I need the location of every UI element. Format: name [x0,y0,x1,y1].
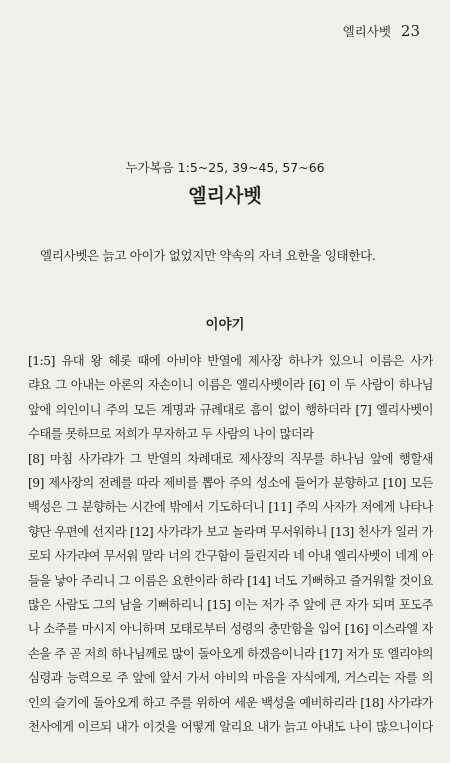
body-line: 향단 우편에 선지라 [12] 사가랴가 보고 놀라며 무서워하니 [13] 천사가 일러 가 [28,524,433,539]
running-title: 엘리사벳 [342,24,391,39]
body-text [28,349,433,740]
body-line: 손을 주 곧 저희 하나님께로 많이 돌아오게 하겠음이니라 [17] 저가 또 엘리야의 [28,646,433,661]
page-number: 23 [400,22,420,40]
body-line: 앞에 의인이니 주의 모든 계명과 규례대로 흠이 없이 행하더라 [7] 엘리사벳이 [28,402,433,417]
body-line: 천사에게 이르되 내가 이것을 어떻게 알리요 내가 늙고 아내도 나이 많으니이다 [28,720,433,735]
body-line: 랴요 그 아내는 아론의 자손이니 이름은 엘리사벳이라 [6] 이 두 사람이 하나님 [28,378,433,393]
body-line: 많은 사람도 그의 남을 기뻐하리니 [15] 이는 저가 주 앞에 큰 자가 되며 포도주 [28,598,433,613]
body-line: 백성은 그 분향하는 시간에 밖에서 기도하더니 [11] 주의 사자가 저에게 나타나 [28,500,433,515]
body-line: 로되 사가랴여 무서워 말라 너의 간구함이 들린지라 네 아내 엘리사벳이 네게 아 [28,549,433,564]
body-line: 수태를 못하므로 저희가 무자하고 두 사람의 나이 많더라 [28,427,314,442]
body-line: [9] 제사장의 전례를 따라 제비를 뽑아 주의 성소에 들어가 분향하고 [10] 모든 [28,476,433,491]
body-line: 심령과 능력으로 주 앞에 앞서 가서 아비의 마음을 자식에게, 거스리는 자를 의 [28,671,433,686]
scripture-reference: 누가복음 1:5~25, 39~45, 57~66 [125,160,325,175]
body-line: [8] 마침 사가랴가 그 반열의 차례대로 제사장의 직무를 하나님 앞에 행할새 [28,451,433,466]
body-line: 인의 슬기에 돌아오게 하고 주를 위하여 세운 백성을 예비하리라 [18] 사가랴가 [28,695,433,710]
chapter-summary: 엘리사벳은 늙고 아이가 없었지만 약속의 자녀 요한을 잉태한다. [40,248,376,263]
running-header [343,22,420,40]
body-line: [1:5] 유대 왕 헤롯 때에 아비야 반열에 제사장 하나가 있으니 이름은 사가 [28,354,433,368]
chapter-title: 엘리사벳 [188,185,262,207]
body-line: 들을 낳아 주리니 그 이름은 요한이라 하라 [14] 너도 기뻐하고 즐거워할 것이요 [28,573,433,588]
section-title: 이야기 [205,317,245,333]
body-line: 나 소주를 마시지 아니하며 모태로부터 성령의 충만함을 입어 [16] 이스라엘 자 [28,622,433,637]
